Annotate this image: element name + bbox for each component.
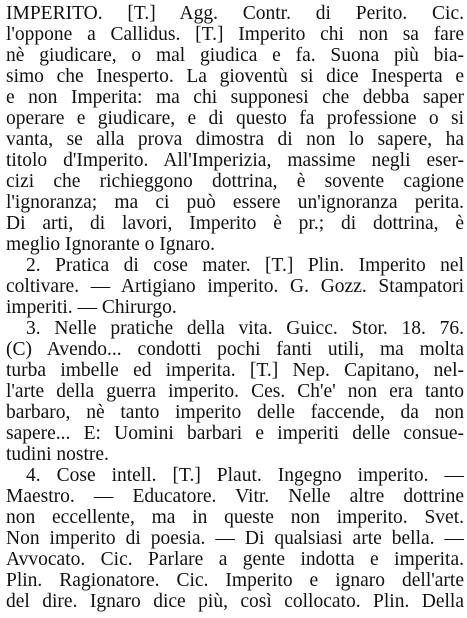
entry-line: l'arte della guerra imperito. Ces. Ch'e' non era tanto [6, 381, 464, 402]
entry-line: turba imbelle ed imperita. [T.] Nep. Capitano, nel- [6, 360, 464, 381]
entry-line: titolo d'Imperito. All'Imperizia, massime negli eser- [6, 150, 464, 171]
entry-line: cizi che richieggono dottrina, è sovente cagione [6, 171, 464, 192]
entry-line: e non Imperita: ma chi supponesi che debba saper [6, 87, 464, 108]
entry-line: simo che Inesperto. La gioventù si dice Inesperta e [6, 66, 464, 87]
entry-line: vanta, se alla prova dimostra di non lo sapere, ha [6, 129, 464, 150]
entry-line: Non imperito di poesia. — Di qualsiasi arte bella. — [6, 528, 464, 549]
entry-line: imperiti. — Chirurgo. [6, 297, 177, 318]
sense-heading: 4. Cose intell. [T.] Plaut. Ingegno imperito. — [26, 465, 464, 486]
entry-line: meglio Ignorante o Ignaro. [6, 234, 216, 255]
entry-line: Plin. Ragionatore. Cic. Imperito e ignaro dell'arte [6, 570, 464, 591]
entry-line: IMPERITO. [T.] Agg. Contr. di Perito. Cic. [6, 3, 464, 24]
entry-line: Avvocato. Cic. Parlare a gente indotta e imperita. [6, 549, 464, 570]
entry-line: (C) Avendo... condotti pochi fanti utili, ma molta [6, 339, 464, 360]
entry-line: Maestro. — Educatore. Vitr. Nelle altre dottrine [6, 486, 464, 507]
entry-line: operare e giudicare, e di questo fa professione o si [6, 108, 464, 129]
sense-heading: 2. Pratica di cose mater. [T.] Plin. Imperito nel [26, 255, 464, 276]
sense-heading: 3. Nelle pratiche della vita. Guicc. Stor. 18. 76. [26, 318, 464, 339]
entry-line: del dire. Ignaro dice più, così collocato. Plin. Della [6, 591, 464, 612]
entry-line: tudini nostre. [6, 444, 109, 465]
entry-line: l'oppone a Callidus. [T.] Imperito chi non sa fare [6, 24, 464, 45]
entry-line: non eccellente, ma in queste non imperito. Svet. [6, 507, 464, 528]
entry-line: barbaro, nè tanto imperito delle faccende, da non [6, 402, 464, 423]
entry-line: sapere... E: Uomini barbari e imperiti delle consue- [6, 423, 464, 444]
entry-line: coltivare. — Artigiano imperito. G. Gozz. Stampatori [6, 276, 464, 297]
entry-line: Di arti, di lavori, Imperito è pr.; di dottrina, è [6, 213, 464, 234]
entry-line: l'ignoranza; ma ci può essere un'ignoranza perita. [6, 192, 464, 213]
entry-line: nè giudicare, o mal giudica e fa. Suona più bia- [6, 45, 464, 66]
